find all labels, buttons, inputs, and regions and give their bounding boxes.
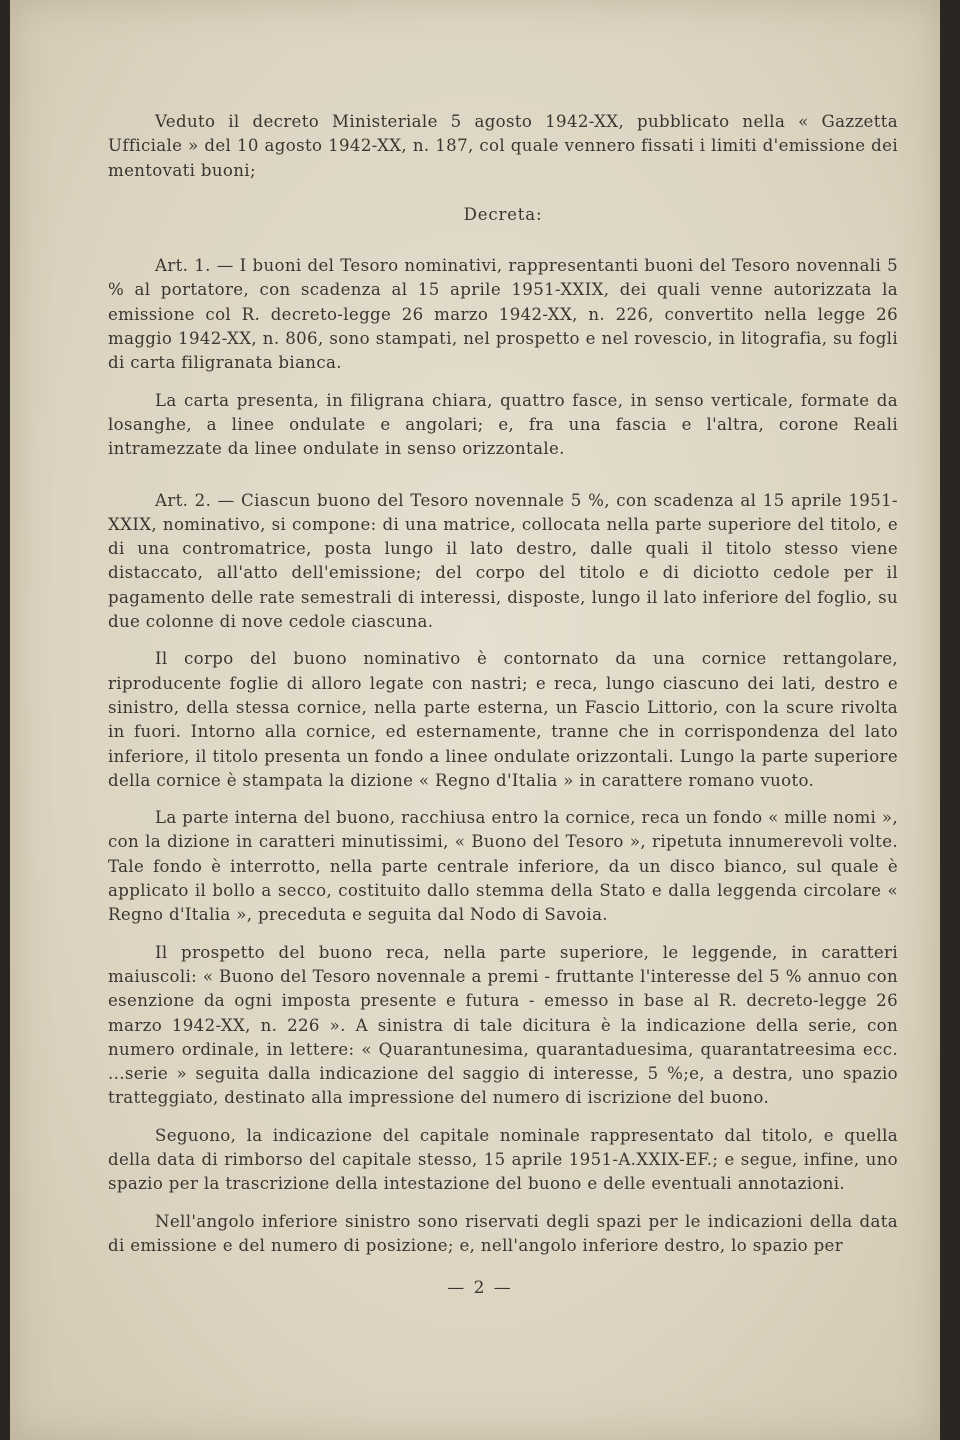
article-2-paragraph: Art. 2. — Ciascun buono del Tesoro novennale 5 %, con scadenza al 15 aprile 1951-XXIX, nominativo, si compone: di una matrice, collocata nella parte superiore del titolo, e di una contromatrice, posta lungo il lato destro, dalle quali il titolo stesso viene distaccato, all'atto dell'emissione; del corpo del titolo e di diciotto cedole per il pagamento delle rate semestrali di interessi, disposte, lungo il lato inferiore del foglio, su due colonne di nove cedole ciascuna. [108,490,898,632]
preamble-paragraph: Veduto il decreto Ministeriale 5 agosto 1942-XX, pubblicato nella « Gazzetta Ufficiale » del 10 agosto 1942-XX, n. 187, col quale vennero fissati i limiti d'emissione dei mentovati buoni; [108,112,898,180]
paper-watermark-paragraph: La carta presenta, in filigrana chiara, quattro fasce, in senso verticale, formate da losanghe, a linee ondulate e angolari; e, fra una fascia e l'altra, corone Reali intramezzate da linee ondulate in senso orizzontale. [108,390,898,459]
decree-heading: Decreta: [463,204,543,224]
capital-indication-paragraph: Seguono, la indicazione del capitale nominale rappresentato dal titolo, e quella della data di rimborso del capitale stesso, 15 aprile 1951-A.XXIX-EF.; e segue, infine, uno spazio per la trascrizione della intestazione del buono e delle eventuali annotazioni. [108,1125,898,1194]
frame-description-paragraph: Il corpo del buono nominativo è contornato da una cornice rettangolare, riproducente foglie di alloro legate con nastri; e reca, lungo ciascuno dei lati, destro e sinistro, della stessa cornice, nella parte esterna, un Fascio Littorio, con la scure rivolta in fuori. Intorno alla cornice, ed esternamente, tranne che in corrispondenza del lato inferiore, il titolo presenta un fondo a linee ondulate orizzontali. Lungo la parte superiore della cornice è stampata la dizione « Regno d'Italia » in carattere romano vuoto. [108,649,898,790]
article-1-paragraph: Art. 1. — I buoni del Tesoro nominativi, rappresentanti buoni del Tesoro novennali 5 % al portatore, con scadenza al 15 aprile 1951-XXIX, dei quali venne autorizzata la emissione col R. decreto-legge 26 marzo 1942-XX, n. 226, convertito nella legge 26 maggio 1942-XX, n. 806, sono stampati, nel prospetto e nel rovescio, in litografia, su fogli di carta filigranata bianca. [108,256,898,373]
front-legend-paragraph: Il prospetto del buono reca, nella parte superiore, le leggende, in caratteri maiuscoli: « Buono del Tesoro novennale a premi - fruttante l'interesse del 5 % annuo con esenzione da ogni imposta presente e futura - emesso in base al R. decreto-legge 26 marzo 1942-XX, n. 226 ». A sinistra di tale dicitura è la indicazione della serie, con numero ordinale, in lettere: « Quarantunesima, quarantaduesima, quarantatreesima ecc. ...serie » seguita dalla indicazione del saggio di interesse, 5 %;e, a destra, uno spazio tratteggiato, destinato alla impressione del numero di iscrizione del buono. [108,942,898,1108]
lower-corners-paragraph: Nell'angolo inferiore sinistro sono riservati degli spazi per le indicazioni della data di emissione e del numero di posizione; e, nell'angolo inferiore destro, lo spazio per [108,1211,898,1255]
document-page [10,0,940,1440]
inner-background-paragraph: La parte interna del buono, racchiusa entro la cornice, reca un fondo « mille nomi », con la dizione in caratteri minutissimi, « Buono del Tesoro », ripetuta innumerevoli volte. Tale fondo è interrotto, nella parte centrale inferiore, da un disco bianco, sul quale è applicato il bollo a secco, costituito dallo stemma della Stato e dalla leggenda circolare « Regno d'Italia », preceduta e seguita dal Nodo di Savoia. [108,808,898,925]
page-number: — 2 — [447,1278,513,1298]
document-body [108,110,898,1271]
